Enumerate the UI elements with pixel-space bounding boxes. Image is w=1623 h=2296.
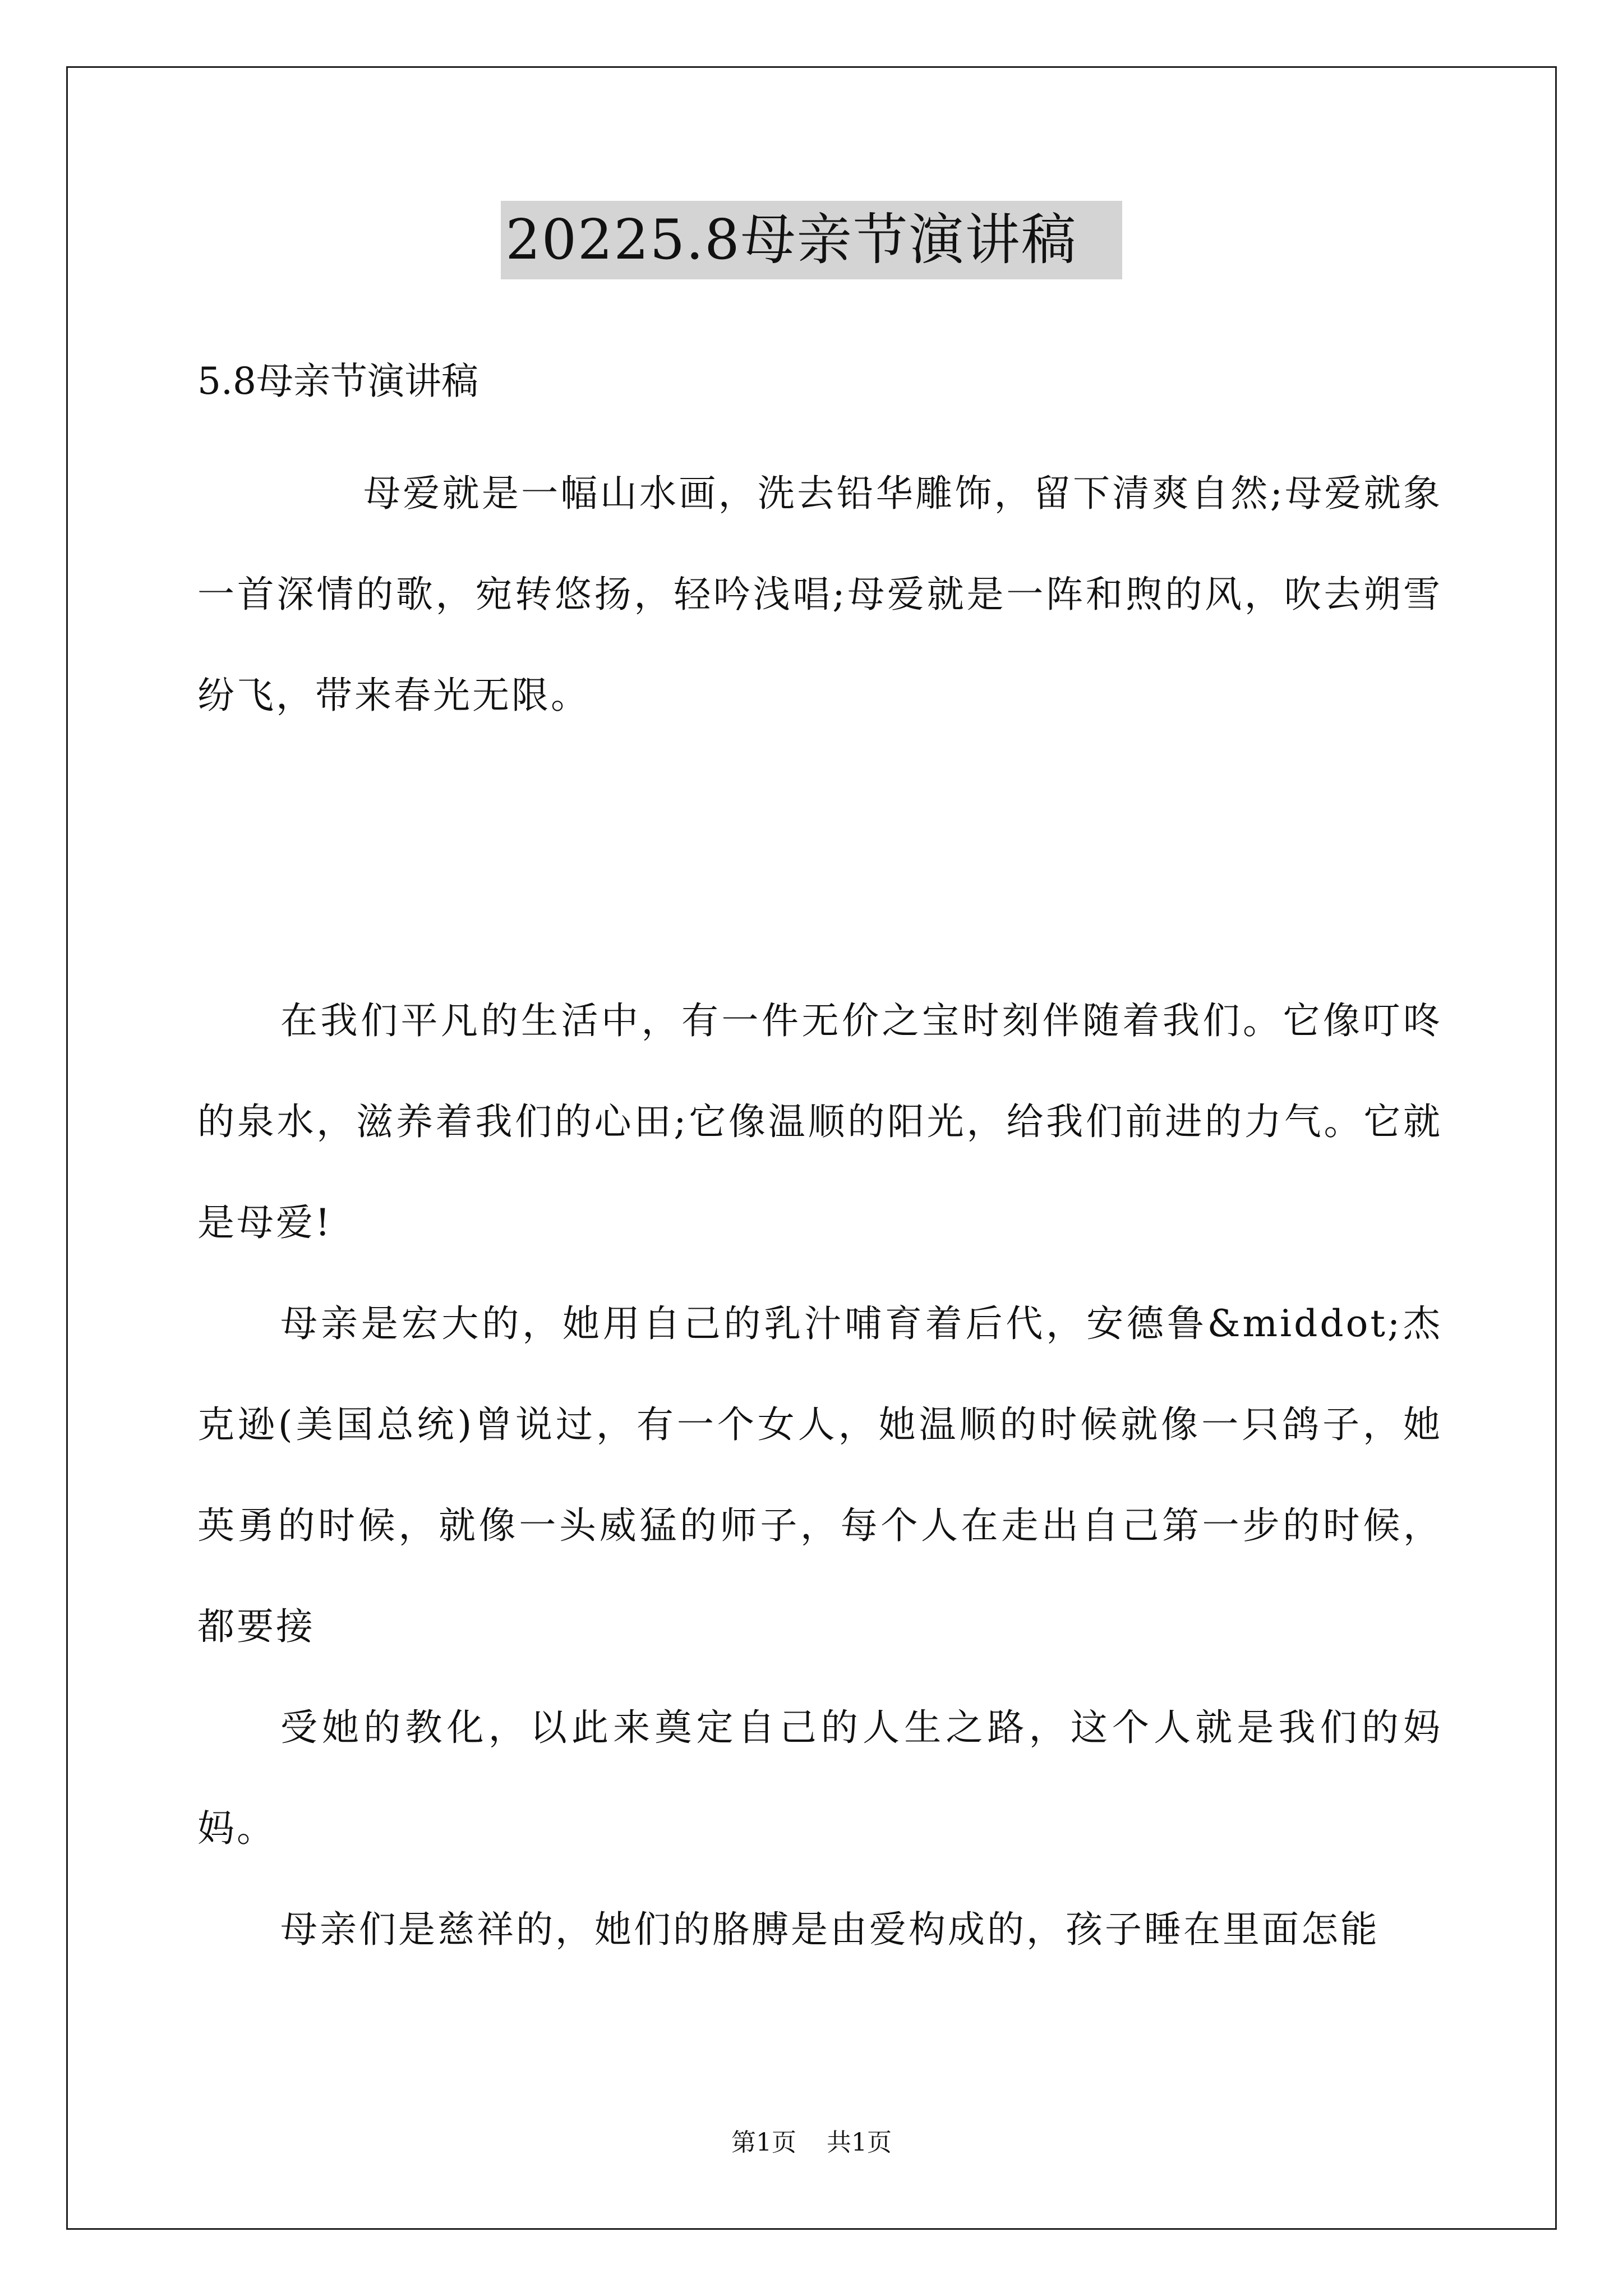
body-paragraph: 母亲们是慈祥的，她们的胳膊是由爱构成的，孩子睡在里面怎能: [280, 1908, 1380, 1951]
body-paragraph: 母亲是宏大的，她用自己的乳汁哺育着后代，安德鲁&middot;杰克逊(美国总统)曾说过，有一个女人，她温顺的时候就像一只鸽子，她英勇的时候，就像一头威猛的师子，每个人在走出自己第一步的时候，都要接: [197, 1302, 1442, 1648]
page-footer: [0, 2126, 1623, 2160]
page-number: 第1页: [731, 2128, 796, 2157]
document-title: 20225.8母亲节演讲稿: [501, 201, 1122, 279]
body-paragraph: 在我们平凡的生活中，有一件无价之宝时刻伴随着我们。它像叮咚的泉水，滋养着我们的心田;它像温顺的阳光，给我们前进的力气。它就是母爱!: [197, 999, 1442, 1244]
title-container: [0, 201, 1623, 279]
body-paragraph: 受她的教化，以此来奠定自己的人生之路，这个人就是我们的妈妈。: [197, 1706, 1442, 1850]
body-section: [197, 970, 1442, 1980]
page-total: 共1页: [827, 2128, 892, 2157]
intro-paragraph: 母爱就是一幅山水画，洗去铅华雕饰，留下清爽自然;母爱就象一首深情的歌，宛转悠扬，轻吟浅唱;母爱就是一阵和煦的风，吹去朔雪纷飞，带来春光无限。: [197, 472, 1442, 717]
intro-section: [197, 443, 1442, 746]
document-subtitle: 5.8母亲节演讲稿: [197, 360, 478, 403]
